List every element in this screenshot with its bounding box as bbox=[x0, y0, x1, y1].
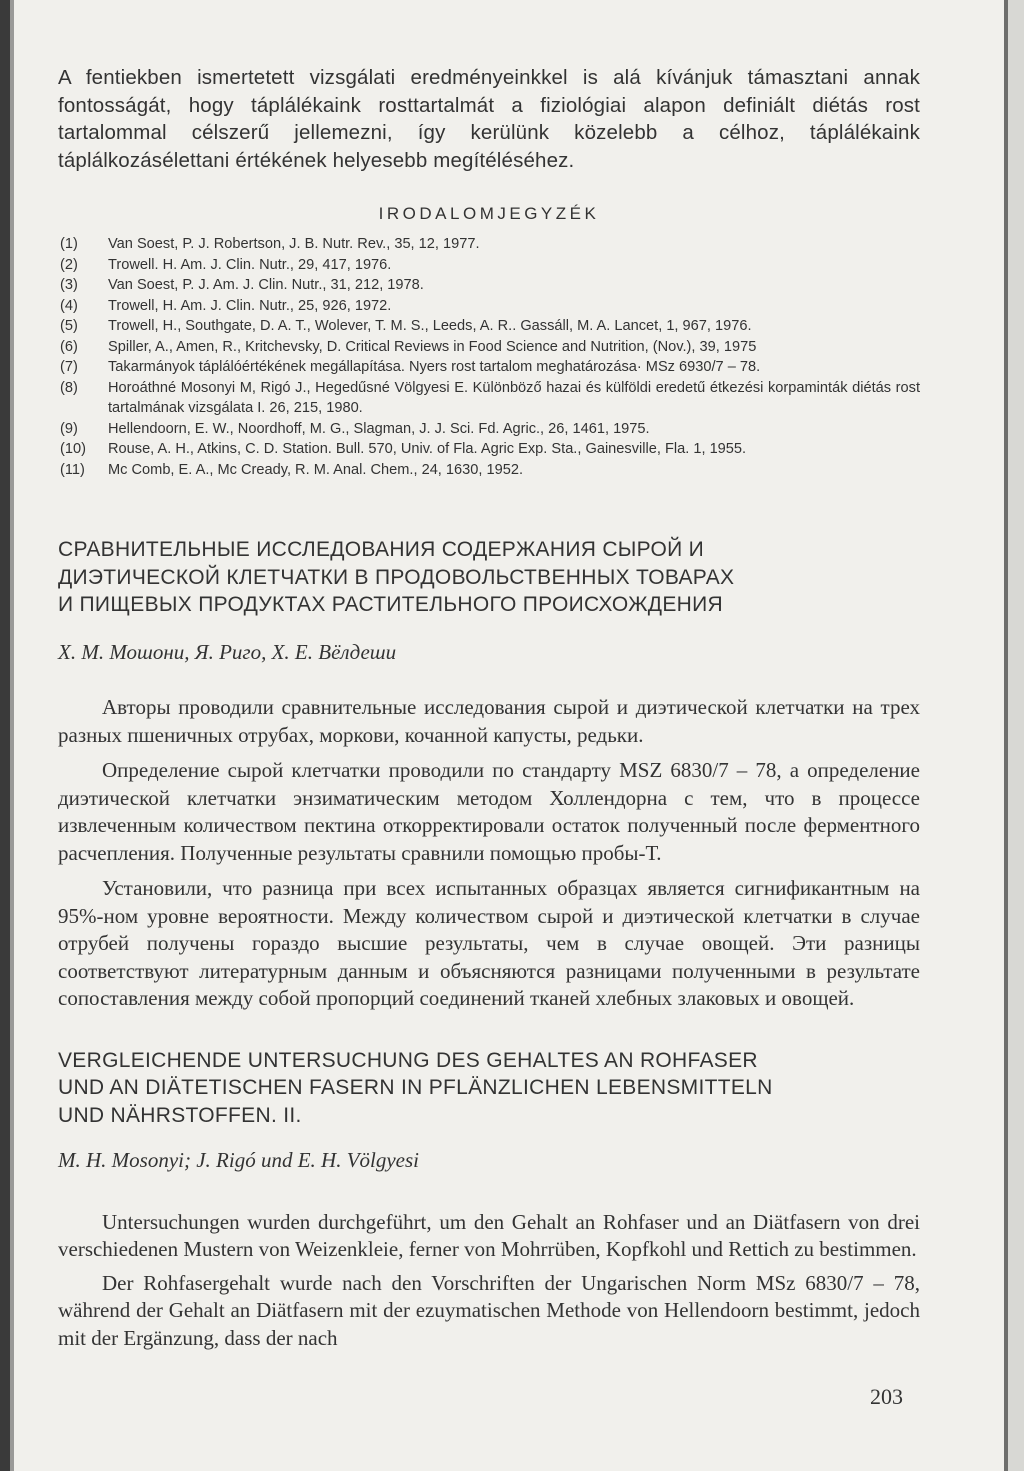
russian-paragraph: Авторы проводили сравнительные исследования сырой и диэтической клетчатки на трех разных пшеничных отрубах, моркови, кочанной капусты, редьки. bbox=[58, 695, 920, 747]
reference-item bbox=[58, 357, 920, 378]
german-paragraph: Untersuchungen wurden durchgeführt, um den Gehalt an Rohfaser und an Diätfasern von drei verschiedenen Mustern von Weizenkleie, ferner von Mohrrüben, Kopfkohl und Rettich zu bestimmen. bbox=[58, 1209, 920, 1261]
reference-item bbox=[58, 378, 920, 419]
russian-title-line: ДИЭТИЧЕСКОЙ КЛЕТЧАТКИ В ПРОДОВОЛЬСТВЕННЫХ ТОВАРАХ bbox=[58, 565, 735, 589]
german-authors: M. H. Mosonyi; J. Rigó und E. H. Völgyesi bbox=[58, 1148, 420, 1172]
russian-paragraph: Определение сырой клетчатки проводили по стандарту MSZ 6830/7 – 78, а определение диэтической клетчатки энзиматическим методом Холлендорна с тем, что в процессе извлеченным количеством пектина откорректировали остаток полученный после ферментного расчепления. Полученные результаты сравнили помощью пробы-Т. bbox=[58, 758, 920, 865]
reference-number: (9) bbox=[60, 420, 78, 437]
german-abstract bbox=[58, 1047, 920, 1353]
german-paragraph: Der Rohfasergehalt wurde nach den Vorschriften der Ungarischen Norm MSz 6830/7 – 78, während der Gehalt an Diätfasern mit der ezuymatischen Methode von Hellendoorn bestimmt, jedoch mit der Ergänzung, dass der nach bbox=[58, 1270, 920, 1350]
reference-item bbox=[58, 296, 920, 317]
russian-title-line: СРАВНИТЕЛЬНЫЕ ИССЛЕДОВАНИЯ СОДЕРЖАНИЯ СЫРОЙ И bbox=[58, 538, 705, 561]
reference-number: (3) bbox=[60, 277, 78, 293]
reference-number: (11) bbox=[60, 461, 85, 478]
german-title-line: UND NÄHRSTOFFEN. II. bbox=[58, 1103, 302, 1127]
page-binding-shadow bbox=[0, 0, 10, 1471]
german-title-line: UND AN DIÄTETISCHEN FASERN IN PFLÄNZLICHEN LEBENSMITTELN bbox=[58, 1076, 773, 1099]
page-margin-right bbox=[1008, 0, 1024, 1471]
reference-number: (6) bbox=[60, 338, 78, 355]
reference-number: (2) bbox=[60, 256, 78, 273]
reference-text: Rouse, A. H., Atkins, C. D. Station. Bull. 570, Univ. of Fla. Agric Exp. Sta., Gainesville, Fla. 1, 1955. bbox=[108, 441, 747, 457]
reference-text: Spiller, A., Amen, R., Kritchevsky, D. Critical Reviews in Food Science and Nutrition, (Nov.), 39, 1975 bbox=[108, 338, 757, 355]
reference-text: Trowell. H. Am. J. Clin. Nutr., 29, 417, 1976. bbox=[108, 256, 392, 273]
page-binding-edge bbox=[10, 0, 14, 1471]
references-list bbox=[58, 234, 920, 480]
page-number: 203 bbox=[870, 1384, 903, 1409]
reference-item bbox=[58, 234, 920, 255]
russian-authors: Х. М. Мошони, Я. Риго, Х. Е. Вёлдеши bbox=[58, 639, 397, 664]
reference-item bbox=[58, 316, 920, 337]
reference-text: Horoáthné Mosonyi M, Rigó J., Hegedűsné Völgyesi E. Különböző hazai és külföldi eredetű étkezési korpaminták diétás rost tartalmának vizsgálata I. 26, 215, 1980. bbox=[108, 379, 920, 416]
reference-text: Mc Comb, E. A., Mc Cready, R. M. Anal. Chem., 24, 1630, 1952. bbox=[108, 461, 524, 478]
reference-text: Trowell, H. Am. J. Clin. Nutr., 25, 926, 1972. bbox=[108, 297, 392, 314]
reference-number: (5) bbox=[60, 318, 78, 334]
reference-text: Van Soest, P. J. Robertson, J. B. Nutr. Rev., 35, 12, 1977. bbox=[108, 236, 480, 252]
reference-number: (7) bbox=[60, 359, 78, 375]
russian-abstract bbox=[58, 536, 920, 1013]
document-page bbox=[58, 64, 920, 1352]
reference-text: Takarmányok táplálóértékének megállapítása. Nyers rost tartalom meghatározása· MSz 6930/7 – 78. bbox=[108, 359, 761, 375]
german-title-line: VERGLEICHENDE UNTERSUCHUNG DES GEHALTES AN ROHFASER bbox=[58, 1048, 758, 1072]
reference-number: (1) bbox=[60, 236, 78, 252]
reference-item bbox=[58, 460, 920, 481]
reference-number: (8) bbox=[60, 379, 78, 396]
reference-item bbox=[58, 419, 920, 440]
reference-text: Van Soest, P. J. Am. J. Clin. Nutr., 31, 212, 1978. bbox=[108, 277, 424, 293]
intro-paragraph: A fentiekben ismertetett vizsgálati eredményeinkkel is alá kívánjuk támasztani annak fontosságát, hogy táplálékaink rosttartalmát a fiziológiai alapon definiált diétás rost tartalommal célszerű jellemezni, így kerülünk közelebb a célhoz, táplálékaink táplálkozásélettani értékének helyesebb megítéléséhez. bbox=[58, 66, 920, 172]
references-heading: IRODALOMJEGYZÉK bbox=[378, 204, 600, 223]
intro-section bbox=[58, 64, 920, 174]
reference-item bbox=[58, 255, 920, 276]
reference-text: Trowell, H., Southgate, D. A. T., Wolever, T. M. S., Leeds, A. R.. Gassáll, M. A. Lancet, 1, 967, 1976. bbox=[108, 318, 752, 334]
russian-title-line: И ПИЩЕВЫХ ПРОДУКТАХ РАСТИТЕЛЬНОГО ПРОИСХОЖДЕНИЯ bbox=[58, 593, 723, 616]
reference-text: Hellendoorn, E. W., Noordhoff, M. G., Slagman, J. J. Sci. Fd. Agric., 26, 1461, 1975. bbox=[108, 420, 650, 437]
reference-number: (10) bbox=[60, 441, 86, 457]
reference-item bbox=[58, 275, 920, 296]
reference-item bbox=[58, 439, 920, 460]
reference-item bbox=[58, 337, 920, 358]
reference-number: (4) bbox=[60, 297, 78, 314]
russian-paragraph: Установили, что разница при всех испытанных образцах является сигнификантным на 95%-ном уровне вероятности. Между количеством сырой и диэтической клетчатки в случае отрубей получены гораздо высшие результаты, чем в случае овощей. Эти разницы соответствуют литературным данным и объясняются разницами полученными в результате сопоставления между собой пропорций соединений тканей хлебных злаковых и овощей. bbox=[58, 876, 920, 1010]
